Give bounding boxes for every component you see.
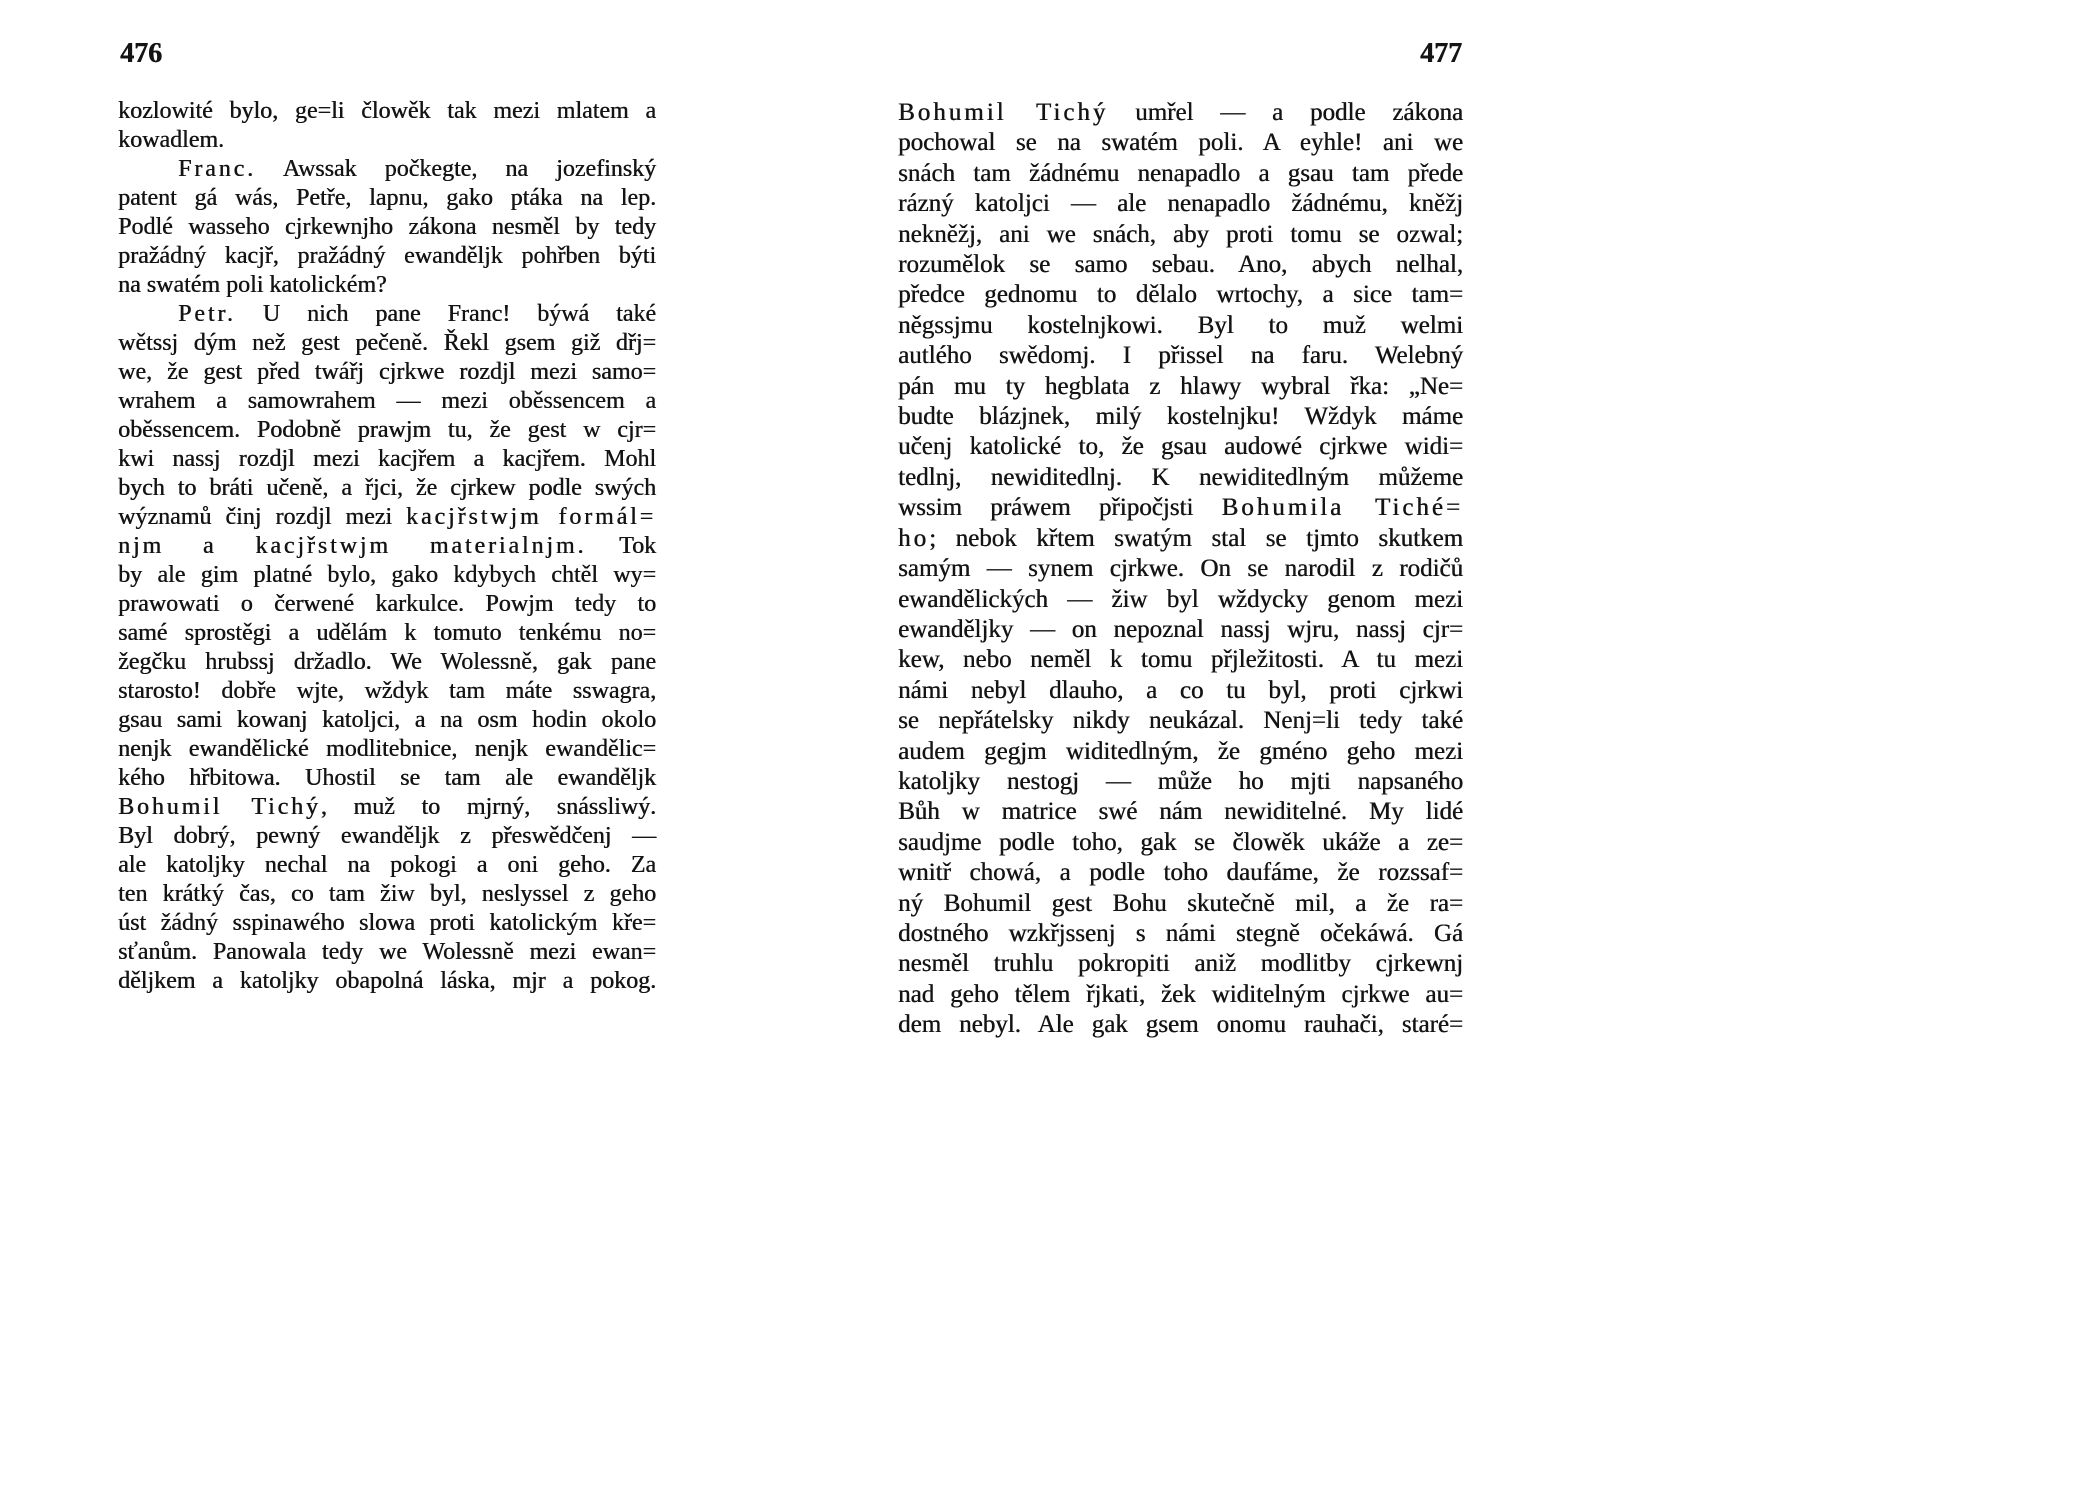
text-segment: gsau sami kowanj katoljci, a na osm hodin okolo [118,707,656,733]
text-segment: we, že gest před twářj cjrkwe rozdjl mezi samo= [118,359,656,385]
text-line [118,213,656,242]
text-segment: dem nebyl. Ale gak gsem onomu rauhači, staré= [898,1011,1463,1039]
text-segment: pochowal se na swatém poli. A eyhle! ani we [898,129,1463,157]
text-segment: bych to bráti učeně, a řjci, že cjrkew podle swých [118,475,656,501]
text-segment: wýznamů činj rozdjl mezi [118,504,406,530]
text-segment: pán mu ty hegblata z hlawy wybral řka: „Ne= [898,372,1463,400]
text-line [118,909,656,938]
text-line [898,645,1463,675]
text-segment: budte blázjnek, milý kostelnjku! Wždyk máme [898,403,1463,431]
emphasized-text: kacjřstwjm formál= [405,504,656,530]
text-line [118,387,656,416]
text-line [118,880,656,909]
text-line [118,242,656,271]
text-segment: pražádný kacjř, pražádný ewanděljk pohřben býti [118,243,656,269]
text-segment: snách tam žádnému nenapadlo a gsau tam přede [898,159,1463,187]
text-segment: kého hřbitowa. Uhostil se tam ale ewanděljk [118,765,656,791]
page-number: 477 [1420,38,1462,69]
text-segment: úst žádný sspinawého slowa proti katolickým kře= [118,910,656,936]
text-segment: Byl dobrý, pewný ewanděljk z přeswědčenj — [118,823,656,849]
text-line [898,432,1463,462]
text-line [898,585,1463,615]
page-number: 476 [120,38,162,69]
text-segment: starosto! dobře wjte, wždyk tam máte sswagra, [118,678,656,704]
text-line [898,189,1463,219]
text-line [898,250,1463,280]
text-line [118,822,656,851]
text-segment: U nich pane Franc! býwá také [235,301,656,327]
text-segment: wrahem a samowrahem — mezi oběssencem a [118,388,656,414]
emphasized-name: Bohumil Tichý [118,794,321,820]
text-line [118,764,656,793]
text-line [898,372,1463,402]
text-segment: umřel — a podle zákona [1108,99,1463,126]
emphasized-name: ho [898,524,929,552]
text-segment: wnitř chowá, a podle toho daufáme, že rozssaf= [898,859,1463,887]
text-line [118,532,656,561]
right-page [898,0,2086,1500]
text-line [118,677,656,706]
text-segment: samým — synem cjrkwe. On se narodil z rodičů [898,555,1463,583]
text-line [118,561,656,590]
text-segment: by ale gim platné bylo, gako kdybych chtěl wy= [118,562,656,588]
text-segment: Bůh w matrice swé nám newiditelné. My lidé [898,798,1463,826]
text-segment: sťanům. Panowala tedy we Wolessně mezi ewan= [118,939,656,965]
text-segment: nekněžj, ani we snách, aby proti tomu se ozwal; [898,220,1463,248]
text-line [118,851,656,880]
text-line [898,554,1463,584]
text-line [118,126,656,155]
text-line [118,329,656,358]
text-line [898,98,1463,128]
text-line [118,619,656,648]
text-segment: rázný katoljci — ale nenapadlo žádnému, kněžj [898,190,1463,218]
text-line [898,828,1463,858]
text-line [898,737,1463,767]
text-line [118,358,656,387]
text-segment: katoljky nestogj — může ho mjti napsaného [898,767,1463,795]
text-line [898,402,1463,432]
text-line [118,97,656,126]
text-segment: nenjk ewandělické modlitebnice, nenjk ewandělic= [118,736,656,762]
text-line [898,1010,1463,1040]
text-segment: dostného wzkřjssenj s námi stegně očekáwá. Gá [898,919,1463,947]
text-segment: autlého swědomj. I přissel na faru. Welebný [898,342,1463,370]
text-line [118,590,656,619]
text-line [898,676,1463,706]
emphasized-text: njm a kacjřstwjm materialnjm [118,533,578,559]
text-segment: prawowati o čerwené karkulce. Powjm tedy to [118,591,656,617]
text-line [898,919,1463,949]
text-line [898,615,1463,645]
text-segment: rozumělok se samo sebau. Ano, abych nelhal, [898,251,1463,279]
text-line [898,980,1463,1010]
text-line [898,858,1463,888]
text-line [898,280,1463,310]
text-line [898,706,1463,736]
text-segment: oběssencem. Podobně prawjm tu, že gest w cjr= [118,417,656,443]
text-line [898,159,1463,189]
text-segment: předce gednomu to dělalo wrtochy, a sice tam= [898,281,1463,309]
text-segment: tedlnj, newiditedlnj. K newiditedlným můžeme [898,463,1463,491]
text-line [118,706,656,735]
text-segment: na swatém poli katolickém? [118,272,387,298]
text-line [118,503,656,532]
text-segment: kwi nassj rozdjl mezi kacjřem a kacjřem. Mohl [118,446,656,472]
text-segment: . Tok [577,533,656,559]
speaker-name: Franc. [178,156,256,182]
text-segment: Podlé wasseho cjrkewnjho zákona nesměl by tedy [118,214,656,240]
speaker-name: Petr. [178,301,236,327]
text-segment: ewanděljky — on nepoznal nassj wjru, nassj cjr= [898,615,1463,643]
text-line [118,735,656,764]
text-line [118,184,656,213]
text-line [118,967,656,996]
text-segment: Awssak počkegte, na jozefinský [255,156,656,182]
text-segment: saudjme podle toho, gak se člowěk ukáže a ze= [898,828,1463,856]
text-segment: ; nebok křtem swatým stal se tjmto skutkem [929,524,1463,552]
text-line [118,416,656,445]
text-line [118,938,656,967]
text-segment: wssim práwem připočjsti [898,494,1222,522]
text-segment: učenj katolické to, že gsau audowé cjrkwe widi= [898,433,1463,461]
text-line [898,493,1463,523]
text-segment: nad geho tělem řjkati, žek widitelným cjrkwe au= [898,980,1463,1008]
text-line [898,949,1463,979]
text-line [898,767,1463,797]
text-segment: kew, nebo neměl k tomu přjležitosti. A tu mezi [898,646,1463,674]
text-segment: námi nebyl dlauho, a co tu byl, proti cjrkwi [898,676,1463,704]
text-line [118,271,656,300]
text-segment: audem gegjm widitedlným, že gméno geho mezi [898,737,1463,765]
text-line [118,793,656,822]
text-segment: něgssjmu kostelnjkowi. Byl to muž welmi [898,311,1463,339]
text-line [898,311,1463,341]
text-segment: kozlowité bylo, ge=li člowěk tak mezi mlatem a [118,98,656,124]
text-line [898,463,1463,493]
text-segment: ewandělických — žiw byl wždycky genom mezi [898,585,1463,613]
text-line [898,889,1463,919]
text-line [898,128,1463,158]
text-line [118,474,656,503]
text-segment: ný Bohumil gest Bohu skutečně mil, a že ra= [898,889,1463,917]
text-segment: samé sprostěgi a udělám k tomuto tenkému no= [118,620,656,646]
text-segment: ten krátký čas, co tam žiw byl, neslyssel z geho [118,881,656,907]
text-line [118,445,656,474]
text-segment: , muž to mjrný, snássliwý. [320,794,657,820]
text-segment: wětssj dým než gest pečeně. Řekl gsem giž dřj= [118,330,656,356]
emphasized-name: Bohumila Tiché= [1221,494,1463,522]
text-line [898,797,1463,827]
emphasized-name: Bohumil Tichý [898,99,1109,126]
text-line [118,648,656,677]
text-segment: děljkem a katoljky obapolná láska, mjr a pokog. [118,968,656,994]
text-segment: žegčku hrubssj držadlo. We Wolessně, gak pane [118,649,656,675]
text-line [118,155,656,184]
text-segment: se nepřátelsky nikdy neukázal. Nenj=li tedy také [898,707,1463,735]
text-line [898,524,1463,554]
page-text [118,97,656,996]
text-line [118,300,656,329]
text-segment: patent gá wás, Petře, lapnu, gako ptáka na lep. [118,185,656,211]
text-segment: ale katoljky nechal na pokogi a oni geho. Za [118,852,656,878]
text-segment: nesměl truhlu pokropiti aniž modlitby cjrkewnj [898,950,1463,978]
text-line [898,341,1463,371]
page-text [898,98,1463,1041]
text-line [898,220,1463,250]
text-segment: kowadlem. [118,127,224,153]
